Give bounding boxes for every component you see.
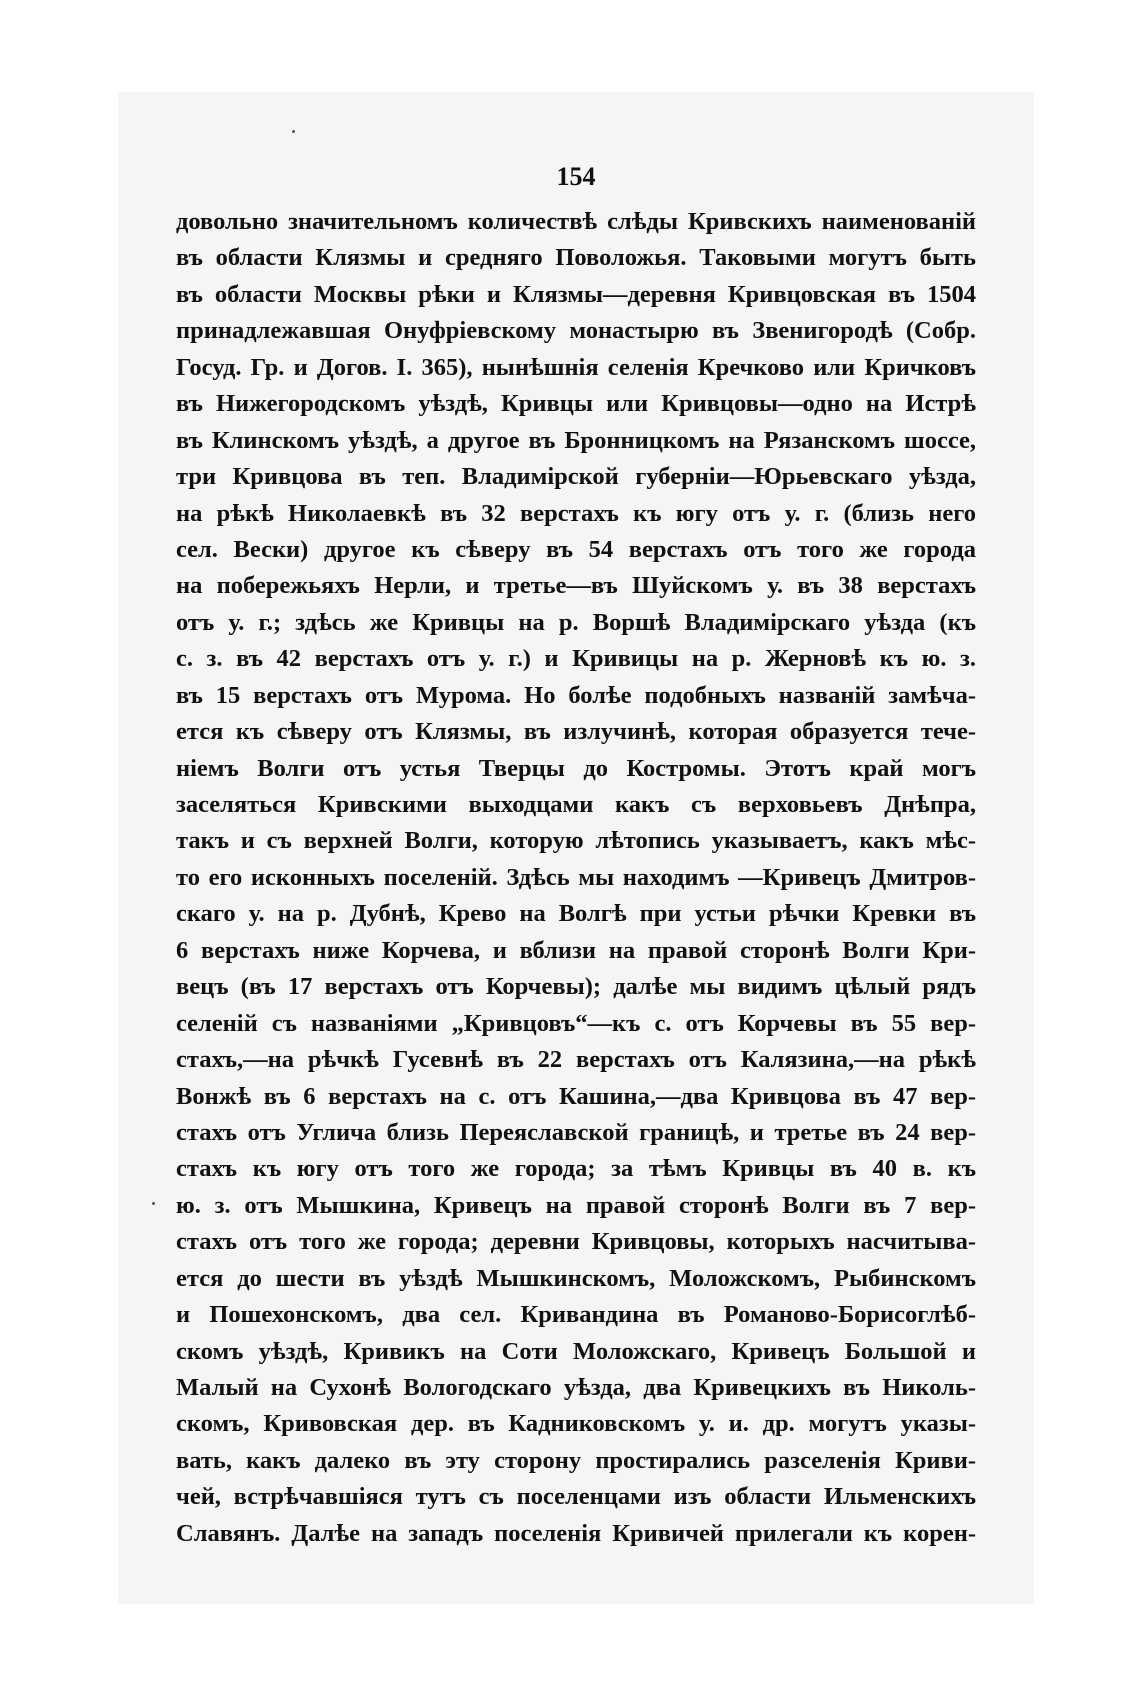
- text-line: стахъ къ югу отъ того же города; за тѣмъ Кривцы въ 40 в. къ: [176, 1155, 976, 1183]
- text-line: вецъ (въ 17 верстахъ отъ Корчевы); далѣе мы видимъ цѣлый рядъ: [176, 973, 976, 1001]
- text-line: въ Клинскомъ уѣздѣ, а другое въ Бронницкомъ на Рязанскомъ шоссе,: [176, 426, 976, 454]
- text-line: ется къ сѣверу отъ Клязмы, въ излучинѣ, которая образуется тече-: [176, 718, 976, 746]
- scan-speck: [152, 1202, 155, 1205]
- text-line: скомъ, Кривовская дер. въ Кадниковскомъ у. и. др. могутъ указы-: [176, 1410, 976, 1438]
- text-line: довольно значительномъ количествѣ слѣды Кривскихъ наименованій: [176, 208, 976, 235]
- scan-speck: [292, 130, 295, 133]
- text-line: заселяться Кривскими выходцами какъ съ верховьевъ Днѣпра,: [176, 791, 976, 818]
- text-line: с. з. въ 42 верстахъ отъ у. г.) и Кривицы на р. Жерновѣ къ ю. з.: [176, 645, 976, 673]
- text-line: на рѣкѣ Николаевкѣ въ 32 верстахъ къ югу отъ у. г. (близь него: [176, 499, 976, 527]
- text-line: селеній съ названіями „Кривцовъ“—къ с. отъ Корчевы въ 55 вер-: [176, 1009, 976, 1037]
- text-line: отъ у. г.; здѣсь же Кривцы на р. Воршѣ Владимірскаго уѣзда (къ: [176, 608, 976, 636]
- text-line: и Пошехонскомъ, два сел. Кривандина въ Романово-Борисоглѣб-: [176, 1301, 976, 1329]
- text-line: стахъ,—на рѣчкѣ Гусевнѣ въ 22 верстахъ отъ Калязина,—на рѣкѣ: [176, 1046, 976, 1074]
- page-number: 154: [556, 162, 596, 191]
- text-line: три Кривцова въ теп. Владимірской губерніи—Юрьевскаго уѣзда,: [176, 463, 976, 491]
- body-text: [176, 204, 976, 1552]
- text-line: Славянъ. Далѣе на западъ поселенія Кривичей прилегали къ корен-: [176, 1519, 976, 1547]
- text-line: въ области Клязмы и средняго Поволожья. Таковыми могутъ быть: [176, 244, 976, 272]
- text-line: чей, встрѣчавшіяся тутъ съ поселенцами изъ области Ильменскихъ: [176, 1483, 976, 1511]
- text-line: Вонжѣ въ 6 верстахъ на с. отъ Кашина,—два Кривцова въ 47 вер-: [176, 1082, 976, 1110]
- book-page: [118, 92, 1034, 1604]
- text-line: Госуд. Гр. и Догов. I. 365), нынѣшнія селенія Кречково или Кричковъ: [176, 353, 976, 381]
- text-line: стахъ отъ Углича близь Переяславской границѣ, и третье въ 24 вер-: [176, 1118, 976, 1146]
- text-line: такъ и съ верхней Волги, которую лѣтопись указываетъ, какъ мѣс-: [176, 827, 976, 855]
- text-line: 6 верстахъ ниже Корчева, и вблизи на правой сторонѣ Волги Кри-: [176, 936, 976, 964]
- text-line: въ области Москвы рѣки и Клязмы—деревня Кривцовская въ 1504: [176, 280, 976, 308]
- text-line: то его исконныхъ поселеній. Здѣсь мы находимъ —Кривецъ Дмитров-: [176, 863, 976, 891]
- text-line: скомъ уѣздѣ, Кривикъ на Сoти Моложскаго, Кривецъ Большой и: [176, 1337, 976, 1365]
- text-line: ется до шести въ уѣздѣ Мышкинскомъ, Моложскомъ, Рыбинскомъ: [176, 1264, 976, 1292]
- text-line: въ 15 верстахъ отъ Мурома. Но болѣе подобныхъ названій замѣча-: [176, 681, 976, 709]
- text-line: вать, какъ далеко въ эту сторону простирались разселенія Криви-: [176, 1446, 976, 1474]
- text-line: принадлежавшая Онуфріевскому монастырю въ Звенигородѣ (Собр.: [176, 317, 976, 345]
- text-line: сел. Вески) другое къ сѣверу въ 54 верстахъ отъ того же города: [176, 535, 976, 563]
- text-line: ніемъ Волги отъ устья Тверцы до Костромы. Этотъ край могъ: [176, 754, 976, 782]
- text-line: скаго у. на р. Дубнѣ, Крево на Волгѣ при устьи рѣчки Кревки въ: [176, 900, 976, 928]
- text-line: стахъ отъ того же города; деревни Кривцовы, которыхъ насчитыва-: [176, 1228, 976, 1256]
- text-line: Малый на Сухонѣ Вологодскаго уѣзда, два Кривецкихъ въ Николь-: [176, 1374, 976, 1401]
- text-line: въ Нижегородскомъ уѣздѣ, Кривцы или Кривцовы—одно на Истрѣ: [176, 390, 976, 418]
- text-line: ю. з. отъ Мышкина, Кривецъ на правой сторонѣ Волги въ 7 вер-: [176, 1191, 976, 1219]
- text-line: на побережьяхъ Нерли, и третье—въ Шуйскомъ у. въ 38 верстахъ: [176, 572, 976, 600]
